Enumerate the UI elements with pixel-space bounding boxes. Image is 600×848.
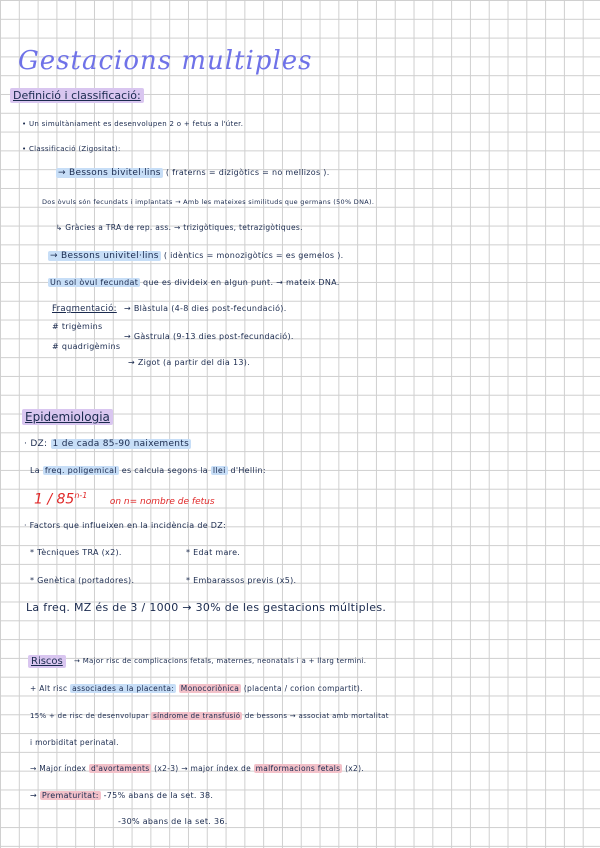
risc-line-7: -30% abans de la set. 36. (118, 817, 228, 826)
risc-line-2: + Alt risc associades a la placenta: Monocoriònica (placenta / corion compartit). (30, 684, 363, 693)
risc-line-5: → Major índex d'avortaments (x2-3) → major índex de malformacions fetals (x2). (30, 764, 365, 773)
section-heading-riscos: Riscos (28, 656, 66, 667)
epi-line-4b: * Edat mare. (186, 548, 241, 557)
def-line-5: ↳ Gràcies a TRA de rep. ass. → trizigòtiques, tetrazigòtiques. (56, 223, 303, 232)
epi-line-4a: * Tècniques TRA (x2). (30, 548, 122, 557)
def-quad: # quadrigèmins (52, 342, 121, 351)
risc-line-1: → Major risc de complicacions fetals, maternes, neonatals i a + llarg termini. (74, 657, 367, 665)
def-frag-2: → Gàstrula (9-13 dies post-fecundació). (124, 332, 294, 341)
def-line-7: Un sol òvul fecundat que es divideix en algun punt. → mateix DNA. (50, 278, 340, 287)
def-frag: Fragmentació: (52, 304, 117, 314)
epi-line-6: La freq. MZ és de 3 / 1000 → 30% de les gestacions múltiples. (26, 601, 387, 614)
def-line-2: • Classificació (Zigositat): (22, 145, 121, 153)
section-heading-definicio: Definició i classificació: (10, 89, 144, 102)
section-heading-epidemiologia: Epidemiologia (22, 410, 113, 424)
def-line-6: → Bessons univitel·lins ( idèntics = monozigòtics = es gemelos ). (50, 251, 344, 261)
epi-line-3: · Factors que influeixen en la incidència de DZ: (24, 521, 227, 530)
risc-line-6: → Prematuritat: -75% abans de la set. 38. (30, 791, 214, 800)
def-trig: # trigèmins (52, 322, 103, 331)
hellin-formula: 1 / 85$^{n-1}$ on n= nombre de fetus (34, 491, 215, 508)
page-title: Gestacions multiples (18, 46, 313, 76)
def-line-1: • Un simultàniament es desenvolupen 2 o + fetus a l'úter. (22, 120, 244, 128)
def-frag-3: → Zigot (a partir del dia 13). (128, 358, 250, 367)
epi-line-5a: * Genètica (portadores). (30, 576, 135, 585)
risc-line-3: 15% + de risc de desenvolupar síndrome de transfusió de bessons → associat amb mortalitat (30, 712, 389, 720)
epi-line-1: · DZ: 1 de cada 85-90 naixements (24, 439, 190, 449)
def-frag-1: → Blàstula (4-8 dies post-fecundació). (124, 304, 287, 313)
def-line-3: → Bessons bivitel·lins ( fraterns = dizigòtics = no mellizos ). (58, 168, 330, 178)
epi-line-2: La freq. poligemical es calcula segons la llei d'Hellin: (30, 466, 266, 475)
epi-line-5b: * Embarassos previs (x5). (186, 576, 297, 585)
def-line-4: Dos òvuls són fecundats i implantats → Amb les mateixes similituds que germans (50% DNA). (42, 198, 375, 206)
risc-line-4: i morbiditat perinatal. (30, 738, 119, 747)
